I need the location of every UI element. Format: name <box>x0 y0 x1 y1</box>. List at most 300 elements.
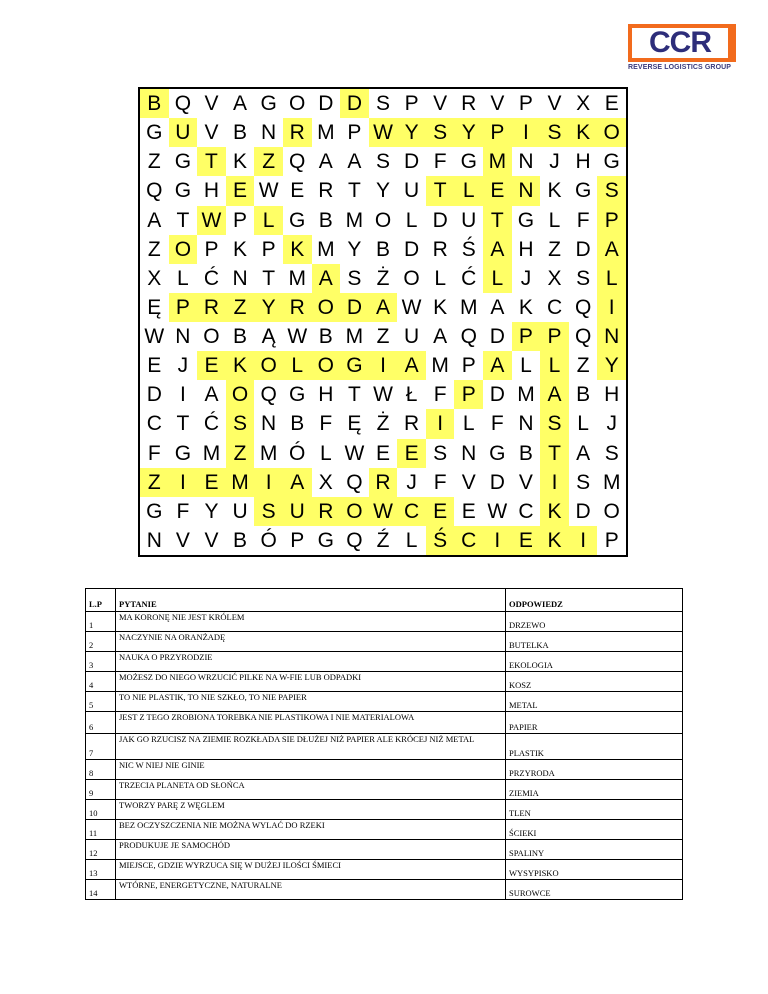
grid-letter: M <box>517 383 535 407</box>
grid-letter: Z <box>226 439 255 468</box>
table-row <box>86 880 683 900</box>
grid-letter: Y <box>597 351 626 380</box>
grid-letter: Q <box>289 150 306 174</box>
grid-letter: R <box>369 468 398 497</box>
grid-letter: L <box>177 266 189 290</box>
grid-letter: G <box>317 528 334 552</box>
grid-letter: A <box>312 264 341 293</box>
grid-letter: Y <box>347 237 362 261</box>
grid-letter: L <box>454 176 483 205</box>
grid-letter: V <box>204 528 219 552</box>
grid-letter: E <box>604 92 619 116</box>
row-question: NACZYNIE NA ORANŻADĘ <box>116 632 506 652</box>
grid-letter: Y <box>397 118 426 147</box>
grid-letter: A <box>433 325 448 349</box>
grid-letter: N <box>518 412 534 436</box>
grid-letter: N <box>518 150 534 174</box>
grid-letter: W <box>344 441 365 465</box>
grid-letter: O <box>226 380 255 409</box>
grid-letter: R <box>461 92 477 116</box>
grid-letter: Y <box>375 179 390 203</box>
grid-letter: E <box>397 439 426 468</box>
grid-letter: U <box>461 208 477 232</box>
grid-letter: P <box>404 92 419 116</box>
grid-letter: R <box>283 118 312 147</box>
grid-letter: O <box>169 235 198 264</box>
grid-letter: M <box>602 470 621 494</box>
grid-letter: A <box>347 150 362 174</box>
grid-letter: F <box>147 441 161 465</box>
logo-subtitle: REVERSE LOGISTICS GROUP <box>628 64 732 71</box>
grid-letter: O <box>312 293 341 322</box>
grid-letter: F <box>176 499 190 523</box>
row-number: 14 <box>86 880 116 900</box>
grid-letter: Ł <box>405 383 418 407</box>
grid-letter: H <box>318 383 334 407</box>
grid-letter: G <box>174 179 192 203</box>
grid-letter: G <box>146 499 163 523</box>
grid-letter: T <box>176 208 190 232</box>
grid-letter: S <box>226 409 255 438</box>
row-question: NIC W NIEJ NIE GINIE <box>116 760 506 780</box>
row-question: NAUKA O PRZYRODZIE <box>116 652 506 672</box>
header-number: L.P <box>86 589 116 612</box>
grid-letter: T <box>483 206 512 235</box>
ccr-logo <box>628 24 740 86</box>
grid-letter: L <box>520 354 532 378</box>
grid-letter: C <box>146 412 162 436</box>
grid-letter: K <box>233 150 248 174</box>
row-number: 2 <box>86 632 116 652</box>
grid-letter: E <box>426 497 455 526</box>
grid-letter: O <box>254 351 283 380</box>
row-answer: METAL <box>506 692 683 712</box>
grid-letter: Q <box>574 325 592 349</box>
grid-letter: L <box>434 266 447 290</box>
grid-letter: T <box>197 147 226 176</box>
grid-letter: A <box>576 441 591 465</box>
row-number: 3 <box>86 652 116 672</box>
grid-letter: Q <box>574 295 592 319</box>
grid-letter: Ż <box>376 412 390 436</box>
grid-letter: Ś <box>461 237 476 261</box>
grid-letter: K <box>283 235 312 264</box>
row-question: WTÓRNE, ENERGETYCZNE, NATURALNE <box>116 880 506 900</box>
table-row <box>86 800 683 820</box>
grid-letter: T <box>176 412 190 436</box>
grid-letter: D <box>403 150 420 174</box>
grid-letter: N <box>512 176 541 205</box>
grid-letter: I <box>169 468 198 497</box>
grid-letter: A <box>490 295 505 319</box>
grid-letter: S <box>576 470 591 494</box>
grid-letter: F <box>319 412 333 436</box>
table-body <box>86 612 683 900</box>
row-answer: PAPIER <box>506 712 683 734</box>
header-question: PYTANIE <box>116 589 506 612</box>
grid-letter: B <box>576 383 591 407</box>
grid-letter: Z <box>226 293 255 322</box>
grid-letter: N <box>232 266 248 290</box>
grid-letter: J <box>606 412 617 436</box>
grid-letter: W <box>369 118 398 147</box>
grid-letter: W <box>401 295 422 319</box>
grid-letter: S <box>576 266 591 290</box>
grid-letter: J <box>177 354 189 378</box>
grid-letter: D <box>340 293 369 322</box>
grid-letter: O <box>203 325 220 349</box>
row-question: PRODUKUJE JE SAMOCHÓD <box>116 840 506 860</box>
row-answer: KOSZ <box>506 672 683 692</box>
table-row <box>86 760 683 780</box>
grid-letter: U <box>403 325 420 349</box>
table-row <box>86 652 683 672</box>
grid-letter: R <box>197 293 226 322</box>
grid-letter: I <box>540 468 569 497</box>
grid-letter: L <box>483 264 512 293</box>
grid-letter: Z <box>548 237 561 261</box>
row-question: TRZECIA PLANETA OD SŁOŃCA <box>116 780 506 800</box>
row-number: 8 <box>86 760 116 780</box>
grid-letter: I <box>569 526 598 555</box>
grid-letter: B <box>233 325 248 349</box>
grid-letter: O <box>597 118 626 147</box>
row-number: 6 <box>86 712 116 734</box>
grid-letter: U <box>283 497 312 526</box>
grid-letter: B <box>140 89 169 118</box>
grid-letter: M <box>202 441 221 465</box>
grid-letter: T <box>262 266 276 290</box>
grid-letter: V <box>490 92 505 116</box>
word-search-grid <box>138 87 628 557</box>
grid-letter: V <box>433 92 448 116</box>
grid-letter: B <box>233 121 248 145</box>
grid-letter: G <box>174 441 192 465</box>
grid-letter: D <box>432 208 448 232</box>
grid-letter: B <box>518 441 533 465</box>
grid-letter: E <box>290 179 305 203</box>
grid-letter: O <box>340 497 369 526</box>
grid-letter: D <box>489 470 505 494</box>
grid-letter: L <box>405 528 418 552</box>
grid-letter: L <box>319 441 332 465</box>
row-question: TO NIE PLASTIK, TO NIE SZKŁO, TO NIE PAPIER <box>116 692 506 712</box>
grid-letter: K <box>540 497 569 526</box>
table-header-row <box>86 589 683 612</box>
grid-letter: Z <box>576 354 590 378</box>
grid-letter: P <box>512 322 541 351</box>
row-answer: ZIEMIA <box>506 780 683 800</box>
row-number: 12 <box>86 840 116 860</box>
row-question: MA KORONĘ NIE JEST KRÓLEM <box>116 612 506 632</box>
grid-letter: L <box>462 412 475 436</box>
grid-letter: X <box>318 470 333 494</box>
grid-letter: R <box>283 293 312 322</box>
grid-letter: V <box>547 92 562 116</box>
grid-letter: V <box>175 528 190 552</box>
row-question: JEST Z TEGO ZROBIONA TOREBKA NIE PLASTIKOWA I NIE MATERIALOWA <box>116 712 506 734</box>
row-number: 7 <box>86 734 116 760</box>
row-answer: ŚCIEKI <box>506 820 683 840</box>
grid-letter: G <box>489 441 506 465</box>
grid-letter: O <box>374 208 392 232</box>
grid-letter: V <box>518 470 533 494</box>
grid-letter: Ż <box>376 266 390 290</box>
table-row <box>86 840 683 860</box>
row-answer: EKOLOGIA <box>506 652 683 672</box>
grid-letter: D <box>146 383 162 407</box>
grid-letter: K <box>233 237 248 261</box>
grid-letter: Ó <box>289 441 306 465</box>
grid-letter: B <box>233 528 248 552</box>
grid-letter: D <box>489 325 505 349</box>
grid-letter: L <box>405 208 418 232</box>
grid-letter: S <box>375 150 390 174</box>
grid-letter: D <box>318 92 334 116</box>
grid-letter: D <box>575 237 591 261</box>
row-answer: DRZEWO <box>506 612 683 632</box>
grid-letter: Z <box>147 237 161 261</box>
grid-letter: E <box>226 176 255 205</box>
grid-letter: Z <box>140 468 169 497</box>
grid-letter: A <box>597 235 626 264</box>
row-question: TWORZY PARĘ Z WĘGLEM <box>116 800 506 820</box>
row-answer: SPALINY <box>506 840 683 860</box>
row-answer: BUTELKA <box>506 632 683 652</box>
grid-letter: K <box>433 295 448 319</box>
grid-letter: C <box>397 497 426 526</box>
grid-letter: U <box>403 179 420 203</box>
grid-letter: Ą <box>261 325 276 349</box>
grid-letter: M <box>483 147 512 176</box>
grid-letter: S <box>375 92 390 116</box>
grid-letter: A <box>483 351 512 380</box>
table-row <box>86 612 683 632</box>
grid-letter: W <box>373 383 393 407</box>
grid-letter: F <box>576 208 590 232</box>
grid-letter: F <box>490 412 504 436</box>
table-row <box>86 692 683 712</box>
grid-letter: Q <box>260 383 277 407</box>
grid-letter: S <box>426 118 455 147</box>
grid-letter: E <box>147 354 162 378</box>
grid-letter: W <box>487 499 508 523</box>
grid-letter: Z <box>147 150 161 174</box>
grid-letter: O <box>403 266 420 290</box>
grid-letter: G <box>517 208 535 232</box>
grid-letter: K <box>569 118 598 147</box>
grid-letter: Ś <box>426 526 455 555</box>
grid-letter: X <box>547 266 562 290</box>
grid-letter: G <box>289 383 306 407</box>
grid-letter: P <box>518 92 533 116</box>
grid-letter: R <box>312 497 341 526</box>
row-question: MOŻESZ DO NIEGO WRZUCIĆ PILKE NA W-FIE LUB ODPADKI <box>116 672 506 692</box>
grid-letter: K <box>540 526 569 555</box>
grid-letter: I <box>369 351 398 380</box>
row-answer: WYSYPISKO <box>506 860 683 880</box>
grid-letter: I <box>426 409 455 438</box>
grid-letter: P <box>597 206 626 235</box>
row-answer: PLASTIK <box>506 734 683 760</box>
grid-letter: Z <box>254 147 283 176</box>
grid-letter: Y <box>204 499 219 523</box>
grid-letter: E <box>512 526 541 555</box>
grid-letter: S <box>604 441 619 465</box>
table-row <box>86 632 683 652</box>
grid-letter: K <box>226 351 255 380</box>
grid-letter: E <box>375 441 390 465</box>
grid-letter: A <box>318 150 333 174</box>
grid-letter: W <box>258 179 279 203</box>
grid-letter: C <box>454 526 483 555</box>
grid-letter: G <box>146 121 163 145</box>
grid-letter: I <box>483 526 512 555</box>
grid-letter: X <box>576 92 591 116</box>
grid-letter: T <box>347 179 361 203</box>
grid-letter: E <box>197 468 226 497</box>
grid-letter: E <box>461 499 476 523</box>
grid-letter: R <box>432 237 448 261</box>
grid-letter: T <box>347 383 361 407</box>
grid-letter: Ź <box>376 528 390 552</box>
grid-letter: Y <box>454 118 483 147</box>
grid-letter: S <box>433 441 448 465</box>
grid-letter: Ć <box>203 266 220 290</box>
grid-letter: F <box>433 470 447 494</box>
grid-letter: P <box>233 208 248 232</box>
grid-letter: N <box>261 412 277 436</box>
grid-letter: A <box>397 351 426 380</box>
grid-letter: P <box>290 528 305 552</box>
row-question: MIEJSCE, GDZIE WYRZUCA SIĘ W DUŻEJ ILOŚCI ŚMIECI <box>116 860 506 880</box>
grid-letter: L <box>548 208 561 232</box>
grid-letter: A <box>483 235 512 264</box>
grid-letter: N <box>175 325 191 349</box>
grid-letter: A <box>369 293 398 322</box>
row-number: 11 <box>86 820 116 840</box>
row-number: 1 <box>86 612 116 632</box>
grid-letter: L <box>283 351 312 380</box>
grid-letter: U <box>169 118 198 147</box>
grid-letter: S <box>347 266 362 290</box>
grid-letter: S <box>540 409 569 438</box>
grid-letter: O <box>289 92 306 116</box>
grid-letter: Ę <box>347 412 362 436</box>
grid-letter: P <box>454 380 483 409</box>
grid-letter: M <box>431 354 449 378</box>
grid-letter: G <box>460 150 477 174</box>
grid-letter: M <box>226 468 255 497</box>
row-question: BEZ OCZYSZCZENIA NIE MOŻNA WYLAĆ DO RZEKI <box>116 820 506 840</box>
grid-letter: Ć <box>461 266 477 290</box>
table-row <box>86 672 683 692</box>
grid-letter: Z <box>376 325 390 349</box>
grid-letter: X <box>147 266 162 290</box>
grid-letter: P <box>204 237 219 261</box>
table-row <box>86 780 683 800</box>
grid-letter: L <box>254 206 283 235</box>
grid-letter: S <box>597 176 626 205</box>
table-row <box>86 712 683 734</box>
grid-letter: A <box>233 92 248 116</box>
row-number: 10 <box>86 800 116 820</box>
grid-letter: Ó <box>260 528 277 552</box>
grid-letter: B <box>318 208 333 232</box>
grid-letter: D <box>403 237 420 261</box>
grid-letter: R <box>318 179 334 203</box>
grid-letter: L <box>540 351 569 380</box>
grid-letter: S <box>540 118 569 147</box>
grid-letter: H <box>575 150 591 174</box>
grid-letter: D <box>340 89 369 118</box>
grid-letter: M <box>317 121 335 145</box>
logo-frame <box>628 24 736 62</box>
grid-letter: F <box>433 150 447 174</box>
grid-letter: U <box>232 499 248 523</box>
grid-letter: W <box>144 325 165 349</box>
row-answer: TLEN <box>506 800 683 820</box>
grid-letter: S <box>254 497 283 526</box>
grid-letter: J <box>520 266 532 290</box>
grid-letter: Q <box>346 470 363 494</box>
grid-letter: A <box>204 383 219 407</box>
grid-letter: P <box>347 121 362 145</box>
row-number: 9 <box>86 780 116 800</box>
grid-letter: N <box>261 121 277 145</box>
grid-letter: I <box>597 293 626 322</box>
grid-letter: L <box>577 412 589 436</box>
row-question: JAK GO RZUCISZ NA ZIEMIE ROZKŁADA SIE DŁUŻEJ NIŻ PAPIER ALE KRÓCEJ NIŻ METAL <box>116 734 506 760</box>
row-answer: PRZYRODA <box>506 760 683 780</box>
grid-letter: H <box>203 179 220 203</box>
grid-letter: Q <box>146 179 163 203</box>
grid-letter: Q <box>346 528 363 552</box>
grid-letter: T <box>540 439 569 468</box>
grid-letter: B <box>290 412 305 436</box>
grid-letter: Q <box>174 92 192 116</box>
grid-letter: G <box>603 150 620 174</box>
grid-letter: K <box>547 179 562 203</box>
grid-letter: M <box>288 266 306 290</box>
table-row <box>86 820 683 840</box>
grid-letter: T <box>426 176 455 205</box>
grid-letter: M <box>345 325 364 349</box>
logo-text: CCR <box>649 26 711 59</box>
grid-letter: M <box>259 441 278 465</box>
grid-letter: R <box>403 412 420 436</box>
grid-letter: H <box>604 383 620 407</box>
grid-letter: P <box>540 322 569 351</box>
grid-letter: H <box>518 237 534 261</box>
grid-letter: P <box>604 528 619 552</box>
grid-letter: W <box>197 206 226 235</box>
grid-letter: G <box>174 150 192 174</box>
row-answer: SUROWCE <box>506 880 683 900</box>
grid-letter: O <box>312 351 341 380</box>
grid-letter: J <box>549 150 560 174</box>
grid-letter: P <box>169 293 198 322</box>
table-row <box>86 734 683 760</box>
grid-letter: I <box>512 118 541 147</box>
grid-letter: P <box>261 237 276 261</box>
grid-letter: C <box>546 295 563 319</box>
grid-letter: Ć <box>203 412 220 436</box>
row-number: 13 <box>86 860 116 880</box>
grid-letter: G <box>340 351 369 380</box>
grid-letter: N <box>146 528 162 552</box>
grid-letter: I <box>254 468 283 497</box>
